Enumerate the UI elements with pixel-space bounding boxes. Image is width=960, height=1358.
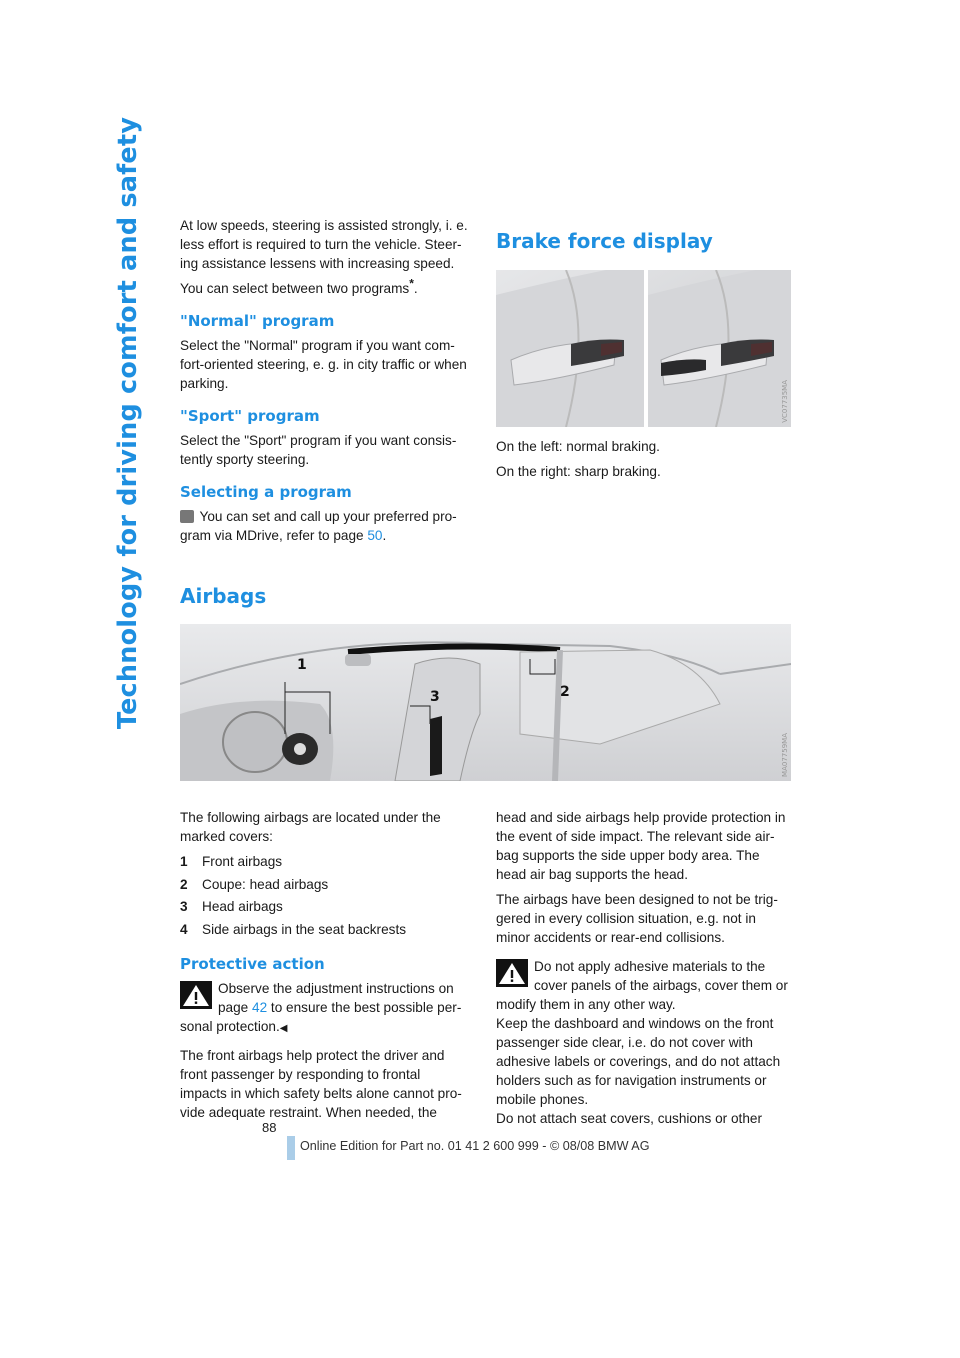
list-item <box>180 920 476 939</box>
intro-paragraph <box>180 216 475 273</box>
list-text: Front airbags <box>202 854 283 869</box>
text-line: You can set and call up your preferred pro- <box>196 509 457 524</box>
airbags-left-column <box>180 808 476 1128</box>
text-line: sonal protection. <box>180 1018 280 1034</box>
text-line: vide adequate restraint. When needed, the <box>180 1104 437 1120</box>
warning-block <box>180 979 476 1038</box>
text-line: . <box>382 528 387 543</box>
list-number: 1 <box>180 854 188 869</box>
chapter-side-title <box>108 18 148 828</box>
text-line: mobile phones. <box>496 1092 589 1107</box>
text-line: gram via MDrive, refer to page <box>180 528 368 543</box>
text-line: tently sporty steering. <box>180 452 310 467</box>
airbag-list <box>180 852 476 939</box>
dashboard-paragraph <box>496 1014 792 1128</box>
text-line: the event of side impact. The relevant side air- <box>496 829 775 844</box>
text-line: . <box>413 281 418 296</box>
edition-footer: Online Edition for Part no. 01 41 2 600 999 - © 08/08 BMW AG <box>300 1139 650 1153</box>
callout-3: 3 <box>430 689 440 705</box>
airbags-right-column <box>496 808 792 1134</box>
brake-captions <box>496 437 792 487</box>
footer-accent-bar <box>287 1136 295 1160</box>
figure-code: MA07759MA <box>781 733 789 777</box>
text-line: impacts in which safety belts alone cannot pro- <box>180 1085 462 1101</box>
normal-program-paragraph <box>180 336 475 393</box>
airbags-intro <box>180 808 476 846</box>
side-airbags-paragraph <box>496 808 792 884</box>
text-line: parking. <box>180 376 229 391</box>
text-line: The airbags have been designed to not be trig- <box>496 892 778 907</box>
brake-force-heading: Brake force display <box>496 229 713 253</box>
text-line: bag supports the side upper body area. The <box>496 848 760 863</box>
airbags-illustration <box>180 624 791 781</box>
caption-sharp-braking: On the right: sharp braking. <box>496 464 661 479</box>
text-line: passenger side clear, i.e. do not cover with <box>496 1035 753 1050</box>
list-number: 3 <box>180 899 188 914</box>
text-line: holders such as for navigation instruments or <box>496 1073 767 1088</box>
text-line: Observe the adjustment instructions on <box>218 980 454 996</box>
list-item <box>180 875 476 894</box>
normal-program-heading: "Normal" program <box>180 312 335 330</box>
selecting-program-heading: Selecting a program <box>180 483 352 501</box>
warning-icon <box>496 959 528 987</box>
text-line: adhesive labels or coverings, and do not attach <box>496 1054 781 1069</box>
list-item <box>180 852 476 871</box>
text-line: head and side airbags help provide protection in <box>496 810 786 825</box>
warning-block <box>496 957 792 1014</box>
text-line: to ensure the best possible per- <box>267 999 462 1015</box>
text-line: ing assistance lessens with increasing speed. <box>180 256 455 271</box>
text-line: marked covers: <box>180 829 273 844</box>
list-text: Head airbags <box>202 899 283 914</box>
text-line: cover panels of the airbags, cover them or <box>534 978 788 993</box>
front-airbags-paragraph <box>180 1046 476 1122</box>
list-number: 2 <box>180 876 188 892</box>
caption-normal-braking: On the left: normal braking. <box>496 439 660 454</box>
text-line: gered in every collision situation, e.g. not in <box>496 911 756 926</box>
callout-2: 2 <box>560 684 570 700</box>
optional-equipment-star: * <box>409 276 414 291</box>
sport-program-heading: "Sport" program <box>180 407 320 425</box>
power-steering-section <box>180 216 475 551</box>
text-line: page <box>218 999 253 1015</box>
airbags-figure <box>180 624 791 781</box>
brake-lights-figure <box>496 270 791 427</box>
text-line: At low speeds, steering is assisted strongly, i. e. <box>180 218 468 233</box>
text-line: Do not apply adhesive materials to the <box>534 959 766 974</box>
mdrive-icon <box>180 510 194 523</box>
figure-code: VC07735MA <box>781 380 789 423</box>
text-line: Select the "Sport" program if you want consis- <box>180 433 457 448</box>
list-text: Side airbags in the seat backrests <box>202 921 407 937</box>
text-line: Keep the dashboard and windows on the front <box>496 1016 774 1031</box>
list-number: 4 <box>180 921 188 937</box>
text-line: front passenger by responding to frontal <box>180 1066 421 1082</box>
chapter-title-text: Technology for driving comfort and safety <box>113 116 143 730</box>
text-line: The front airbags help protect the driver and <box>180 1047 445 1063</box>
selecting-program-paragraph <box>180 507 475 545</box>
text-line: minor accidents or rear-end collisions. <box>496 930 725 945</box>
airbags-heading: Airbags <box>180 584 267 608</box>
page-link-42[interactable]: 42 <box>252 999 268 1015</box>
text-line: Select the "Normal" program if you want com- <box>180 338 455 353</box>
text-line: head air bag supports the head. <box>496 867 688 882</box>
text-line: fort-oriented steering, e. g. in city traffic or when <box>180 357 467 372</box>
protective-action-heading: Protective action <box>180 954 325 973</box>
programs-paragraph <box>180 276 475 298</box>
brake-lights-illustration <box>496 270 791 427</box>
sport-program-paragraph <box>180 431 475 469</box>
text-line: modify them in any other way. <box>496 997 676 1012</box>
page-number: 88 <box>262 1120 277 1135</box>
page-link-50[interactable]: 50 <box>367 528 383 543</box>
text-line: You can select between two programs <box>180 281 410 296</box>
list-text: Coupe: head airbags <box>202 876 329 892</box>
text-line: less effort is required to turn the vehicle. Steer- <box>180 237 462 252</box>
callout-1: 1 <box>297 657 307 673</box>
warning-icon <box>180 981 212 1009</box>
end-mark: ◀ <box>279 1022 288 1034</box>
text-line: The following airbags are located under the <box>180 810 441 825</box>
collision-paragraph <box>496 890 792 947</box>
list-item <box>180 897 476 916</box>
text-line: Do not attach seat covers, cushions or other <box>496 1111 762 1126</box>
